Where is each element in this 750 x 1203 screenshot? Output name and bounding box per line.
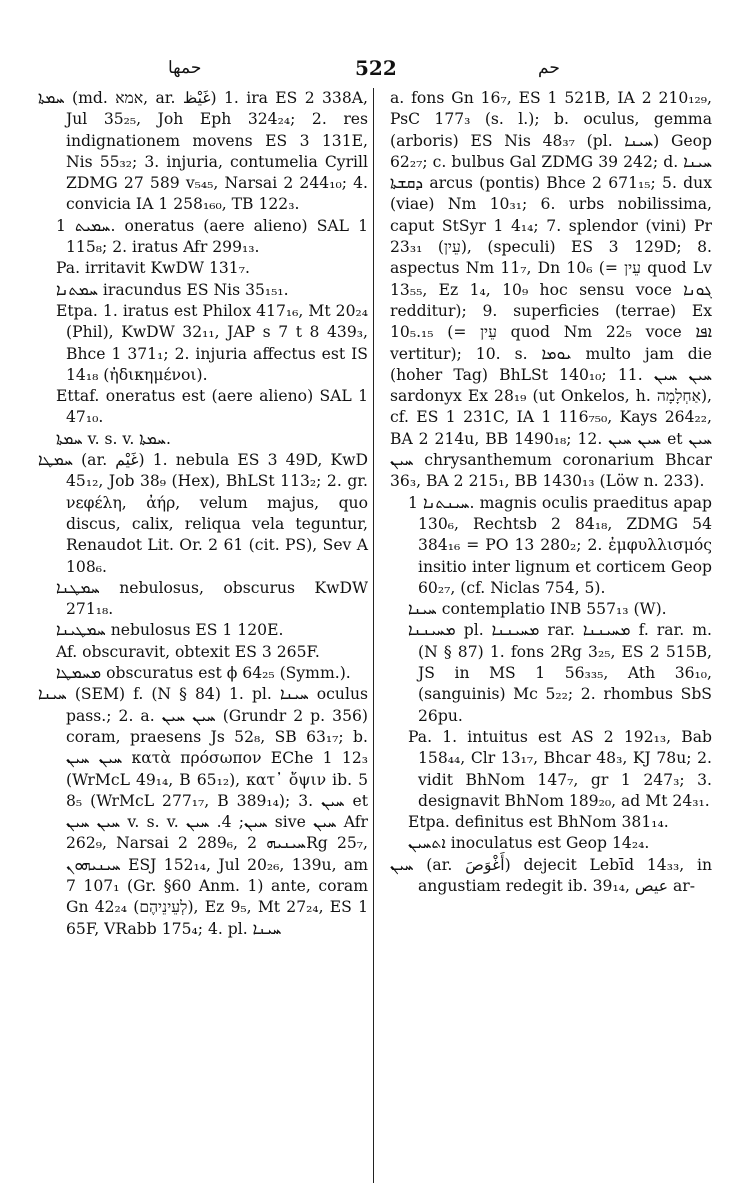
entry-ira: ܚܡܬܐ (md. אמא, ar. غَيْظ) 1. ira ES 2 338A, Jul 35₂₅, Joh Eph 324₂₄; 2. res indignationem movens ES 3 131E, Nis 55₃₂; 3. injuria, contumelia Cyrill ZDMG 27 589 v₅₄₅, Narsai 2 244₁₀; 4. convicia IA 1 258₁₆₀, TB 122₃. <box>38 89 368 214</box>
entry-inoculatus: ܐܬܚܝܢ inoculatus est Geop 14₂₄. <box>408 834 650 853</box>
entry-magnis-oculis: ܚܝܢܬܢܐ 1. magnis oculis praeditus apap 130₆, Rechtsb 2 84₁₈, ZDMG 54 384₁₆ = PO 13 280₂; 2. ἐμφυλλισμός insitio inter lignum et corticem Geop 60₂₇, (cf. Niclas 754, 5). <box>408 493 712 597</box>
entry-af-obscuravit: Af. obscuravit, obtexit ES 3 265F. <box>56 642 320 661</box>
left-column <box>38 88 368 940</box>
entry-nebula: ܚܡܛܐ (ar. غَيْم) 1. nebula ES 3 49D, KwD 45₁₂, Job 38₉ (Hex), BhLSt 113₂; 2. gr. νεφέλη, ἀήρ, velum majus, quo discus, calix, reliqua vela teguntur, Renaudot Lit. Or. 2 61 (cit. PS), Sev A 108₆. <box>38 451 368 576</box>
entry-cross-ref: ܚܡܬܐ v. s. v. ܚܡܬܐ. <box>56 429 171 448</box>
entry-dejecit: ܚܝܢ (ar. أَغْوَصَ) dejecit Lebīd 14₃₃, in angustiam redegit ib. 39₁₄, عيص ar- <box>390 855 712 895</box>
entry-fons-rhombus: ܡܚܝܢܢܐ pl. ܡܚܝܢܢܐ rar. ܡܚܝܢܢܐ f. rar. m. (N § 87) 1. fons 2Rg 3₂₅, ES 2 515B, JS in MS 1 56₃₃₅, Ath 36₁₀, (sanguinis) Mc 5₂₂; 2. rhombus SbS 26pu. <box>408 621 712 725</box>
entry-oneratus: ܚܡܝܬ 1. oneratus (aere alieno) SAL 1 115₈; 2. iratus Afr 299₁₃. <box>56 216 368 257</box>
entry-fons-continued: a. fons Gn 16₇, ES 1 521B, IA 2 210₁₂₉, PsC 177₃ (s. l.); b. oculus, gemma (arboris) ES Nis 48₃₇ (pl. ܚܝܢܐ) Geop 62₂₇; c. bulbus Gal ZDMG 39 242; d. ܚܝܢܐ ܕܩܫܬܐ arcus (pontis) Bhce 2 671₁₅; 5. dux (viae) Nm 10₃₁; 6. urbs nobilissima, caput StSyr 1 4₁₄; 7. splendor (vini) Pr 23₃₁ (עֵין), (speculi) ES 3 129D; 8. aspectus Nm 11₇, Dn 10₆ (= עֵין quod Lv 13₅₅, Ez 1₄, 10₉ hoc sensu voce ܓܘܢܐ redditur); 9. superficies (terrae) Ex 10₅.₁₅ (= עֵין quod Nm 22₅ voce ܐܦܐ vertitur); 10. s. ܝܘܡܐ multo jam die (hoher Tag) BhLSt 140₁₀; 11. ܚܝܢ ܚܝܢ sardonyx Ex 28₁₉ (ut Onkelos, h. אַחְלָמָה), cf. ES 1 231C, IA 1 116₇₅₀, Kays 264₂₂, BA 2 214u, BB 1490₁₈; 12. ܚܝܢ ܚܝܢ et ܚܝܢ ܚܝܢ chrysanthemum coronarium Bhcar 36₃, BA 2 215₁, BB 1430₁₃ (Löw n. 233). <box>390 89 713 491</box>
entry-etpa-iratus: Etpa. 1. iratus est Philox 417₁₆, Mt 20₂₄ (Phil), KwDW 32₁₁, JAP s 7 t 8 439₃, Bhce 1 371₁; 2. injuria affectus est IS 14₁₈ (ἠδικημένοι). <box>56 301 368 384</box>
entry-nebulosus: ܚܡܛܝܢܐ nebulosus ES 1 120E. <box>56 621 284 640</box>
entry-oculus: ܚܝܢܐ (SEM) f. (N § 84) 1. pl. ܚܝܢܐ oculus pass.; 2. a. ܚܝܢ ܚܝܢ (Grundr 2 p. 356) coram, praesens Js 52₈, SB 63₁₇; b. ܚܝܢ ܚܝܢ κατὰ πρόσωπον EChe 1 12₃ (WrMcL 49₁₄, B 65₁₂), κατ᾽ ὄψιν ib. 5 8₅ (WrMcL 277₁₇, B 389₁₄); 3. ܚܝܢ et ܚܝܢ ܚܝܢ v. s. v. ܚܝܢ; 4. ܚܝܢ sive ܚܝܢ Afr 262₉, Narsai 2 289₆, ܚܝܢܝܗ 2Rg 25₇, ܚܝܢܝܗܘܢ ESJ 152₁₄, Jul 20₂₆, 139u, am 7 107₁ (Gr. §60 Anm. 1) ante, coram Gn 42₂₄ (לְעֵינֵיהֶם), Ez 9₅, Mt 27₂₄, ES 1 65F, VRabb 175₄; 4. pl. ܚܝܢܐ <box>38 685 369 938</box>
entry-iracundus: ܚܡܬܢܐ iracundus ES Nis 35₁₅₁. <box>56 280 289 299</box>
entry-contemplatio: ܚܝܢܐ contemplatio INB 557₁₃ (W). <box>408 600 667 619</box>
entry-pa-irritavit: Pa. irritavit KwDW 131₇. <box>56 259 250 278</box>
page-number: 522 <box>355 56 397 80</box>
right-column <box>390 88 712 897</box>
entry-obscuratus: ܡܚܡܛܐ obscuratus est ϕ 64₂₅ (Symm.). <box>56 664 351 683</box>
page-header <box>0 0 750 82</box>
entry-ettaf-oneratus: Ettaf. oneratus est (aere alieno) SAL 1 47₁₀. <box>56 387 368 427</box>
running-head-left: حمها <box>168 58 202 78</box>
entry-nebulosus-obscurus: ܚܡܛܢܐ nebulosus, obscurus KwDW 271₁₈. <box>56 578 368 619</box>
column-divider <box>373 88 374 1183</box>
entry-pa-intuitus: Pa. 1. intuitus est AS 2 192₁₃, Bab 158₄₄, Clr 13₁₇, Bhcar 48₃, KJ 78u; 2. vidit BhNom 147₇, gr 1 247₃; 3. designavit BhNom 189₂₀, ad Mt 24₃₁. <box>408 727 712 810</box>
running-head-right: حم <box>538 58 560 78</box>
entry-etpa-definitus: Etpa. definitus est BhNom 381₁₄. <box>408 813 669 832</box>
